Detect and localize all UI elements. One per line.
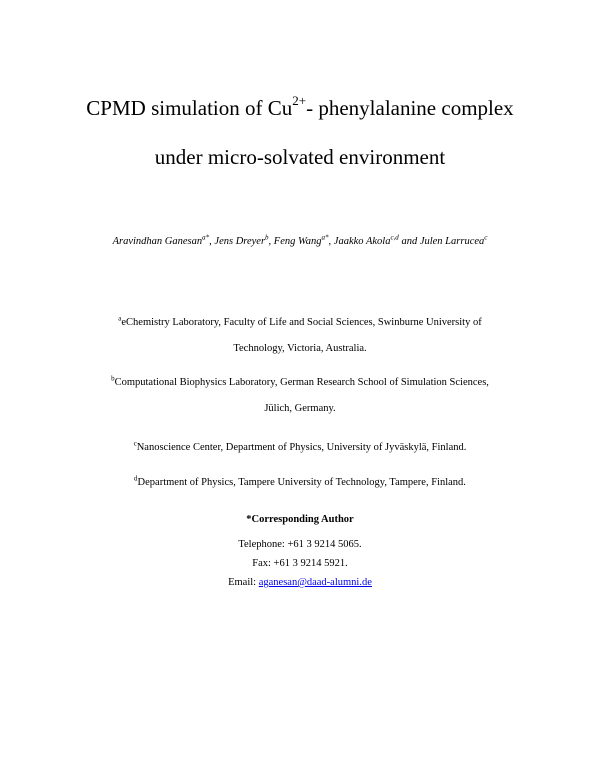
author-mark: b bbox=[265, 233, 269, 242]
title-text-suffix: - phenylalanine complex bbox=[306, 96, 514, 120]
email-link[interactable]: aganesan@daad-alumni.de bbox=[258, 577, 372, 588]
author-separator: and bbox=[398, 236, 420, 247]
author-name: Aravindhan Ganesan bbox=[112, 236, 203, 247]
affiliation-d bbox=[0, 474, 600, 488]
author-name: Jaakko Akola bbox=[333, 236, 391, 247]
affiliation-text: Department of Physics, Tampere University of Technology, Tampere, Finland. bbox=[137, 477, 466, 488]
affiliation-text: Nanoscience Center, Department of Physics, University of Jyväskylä, Finland. bbox=[136, 442, 467, 453]
author-mark: c bbox=[484, 233, 488, 242]
affiliation-mark: a bbox=[118, 314, 122, 323]
affiliation-a-line-1 bbox=[0, 314, 600, 328]
author-separator: , bbox=[209, 236, 215, 247]
affiliation-b-line-2: Jülich, Germany. bbox=[264, 403, 336, 414]
affiliation-a-line-2: Technology, Victoria, Australia. bbox=[233, 343, 367, 354]
email-line bbox=[0, 577, 600, 588]
author-separator: , bbox=[268, 236, 274, 247]
affiliation-b-line-1 bbox=[0, 374, 600, 388]
corresponding-author-heading: *Corresponding Author bbox=[246, 514, 354, 525]
title-text: CPMD simulation of Cu bbox=[86, 96, 293, 120]
author-mark: a* bbox=[321, 233, 329, 242]
author-name: Julen Larrucea bbox=[419, 236, 485, 247]
fax: Fax: +61 3 9214 5921. bbox=[252, 558, 348, 569]
affiliation-text: Computational Biophysics Laboratory, German Research School of Simulation Sciences, bbox=[114, 377, 489, 388]
title-superscript: 2+ bbox=[292, 93, 307, 108]
telephone: Telephone: +61 3 9214 5065. bbox=[238, 539, 362, 550]
author-name: Feng Wang bbox=[273, 236, 322, 247]
affiliation-text: eChemistry Laboratory, Faculty of Life and Social Sciences, Swinburne University of bbox=[121, 317, 482, 328]
author-list bbox=[0, 233, 600, 247]
paper-title-line-2: under micro-solvated environment bbox=[154, 145, 446, 169]
affiliation-mark: d bbox=[134, 474, 138, 483]
email-label: Email: bbox=[228, 577, 259, 588]
affiliation-mark: c bbox=[133, 439, 137, 448]
author-separator: , bbox=[328, 236, 334, 247]
paper-title-line-1 bbox=[0, 93, 600, 121]
author-mark: c,d bbox=[390, 233, 399, 242]
author-name: Jens Dreyer bbox=[214, 236, 266, 247]
affiliation-c bbox=[0, 439, 600, 453]
author-mark: a* bbox=[202, 233, 210, 242]
affiliation-mark: b bbox=[111, 374, 115, 383]
